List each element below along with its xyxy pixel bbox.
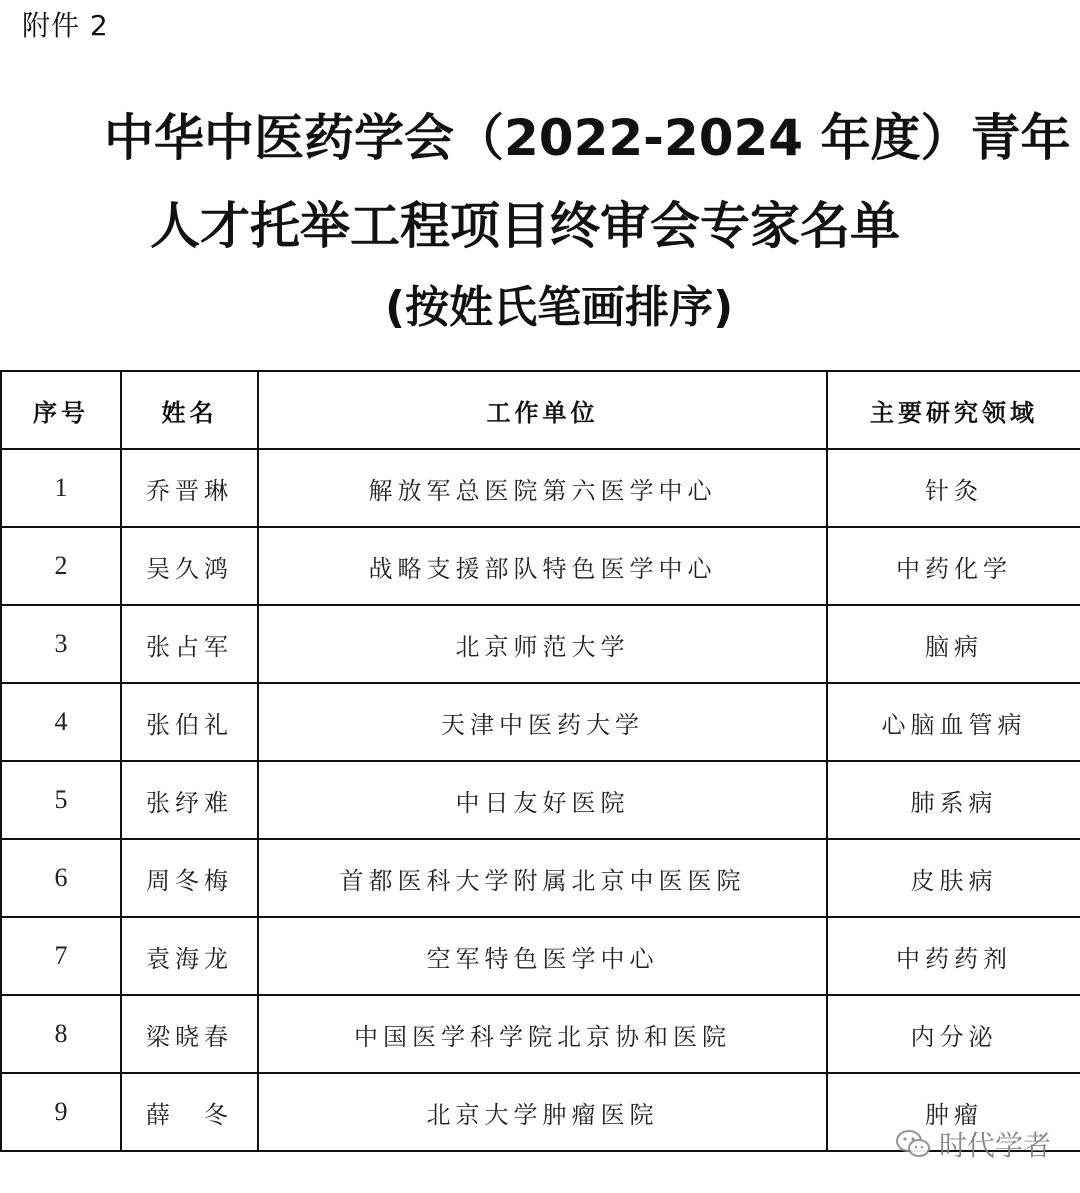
- wechat-icon: [895, 1129, 931, 1159]
- cell-field: 中药药剂: [827, 917, 1080, 995]
- cell-name: 张伯礼: [121, 683, 258, 761]
- cell-org: 北京大学肿瘤医院: [258, 1073, 827, 1151]
- cell-seq: 6: [1, 839, 121, 917]
- attachment-label: 附件 2: [22, 9, 109, 42]
- header-name: 姓名: [121, 371, 258, 449]
- cell-name: 袁海龙: [121, 917, 258, 995]
- cell-field: 肺系病: [827, 761, 1080, 839]
- cell-name: 张纾难: [121, 761, 258, 839]
- document-title-line-2: 人才托举工程项目终审会专家名单: [150, 197, 900, 255]
- cell-name: 梁晓春: [121, 995, 258, 1073]
- cell-seq: 3: [1, 605, 121, 683]
- watermark: [895, 1124, 1051, 1164]
- cell-name: 张占军: [121, 605, 258, 683]
- table-row: [1, 761, 1080, 839]
- cell-seq: 9: [1, 1073, 121, 1151]
- table-row: [1, 449, 1080, 527]
- table-row: [1, 605, 1080, 683]
- cell-org: 中国医学科学院北京协和医院: [258, 995, 827, 1073]
- document-subtitle: (按姓氏笔画排序): [385, 282, 734, 333]
- cell-field: 肿瘤: [827, 1073, 1080, 1151]
- cell-field: 心脑血管病: [827, 683, 1080, 761]
- cell-seq: 8: [1, 995, 121, 1073]
- table-row: [1, 839, 1080, 917]
- table-row: [1, 917, 1080, 995]
- cell-seq: 2: [1, 527, 121, 605]
- table-header-row: [1, 371, 1080, 449]
- cell-field: 内分泌: [827, 995, 1080, 1073]
- cell-org: 北京师范大学: [258, 605, 827, 683]
- watermark-text: 时代学者: [939, 1129, 1052, 1162]
- cell-org: 中日友好医院: [258, 761, 827, 839]
- cell-org: 解放军总医院第六医学中心: [258, 449, 827, 527]
- cell-seq: 5: [1, 761, 121, 839]
- cell-org: 首都医科大学附属北京中医医院: [258, 839, 827, 917]
- cell-name: 吴久鸿: [121, 527, 258, 605]
- table-row: [1, 995, 1080, 1073]
- cell-seq: 1: [1, 449, 121, 527]
- cell-org: 空军特色医学中心: [258, 917, 827, 995]
- cell-name: 薛 冬: [121, 1073, 258, 1151]
- cell-field: 脑病: [827, 605, 1080, 683]
- table-row: [1, 683, 1080, 761]
- document-title-line-1: 中华中医药学会（2022-2024 年度）青年: [104, 109, 1071, 167]
- table-row: [1, 527, 1080, 605]
- cell-field: 针灸: [827, 449, 1080, 527]
- cell-seq: 7: [1, 917, 121, 995]
- expert-list-table: [0, 370, 1080, 1152]
- header-seq: 序号: [1, 371, 121, 449]
- cell-name: 乔晋琳: [121, 449, 258, 527]
- cell-org: 战略支援部队特色医学中心: [258, 527, 827, 605]
- header-org: 工作单位: [258, 371, 827, 449]
- cell-seq: 4: [1, 683, 121, 761]
- header-field: 主要研究领域: [827, 371, 1080, 449]
- cell-name: 周冬梅: [121, 839, 258, 917]
- cell-field: 皮肤病: [827, 839, 1080, 917]
- cell-org: 天津中医药大学: [258, 683, 827, 761]
- cell-field: 中药化学: [827, 527, 1080, 605]
